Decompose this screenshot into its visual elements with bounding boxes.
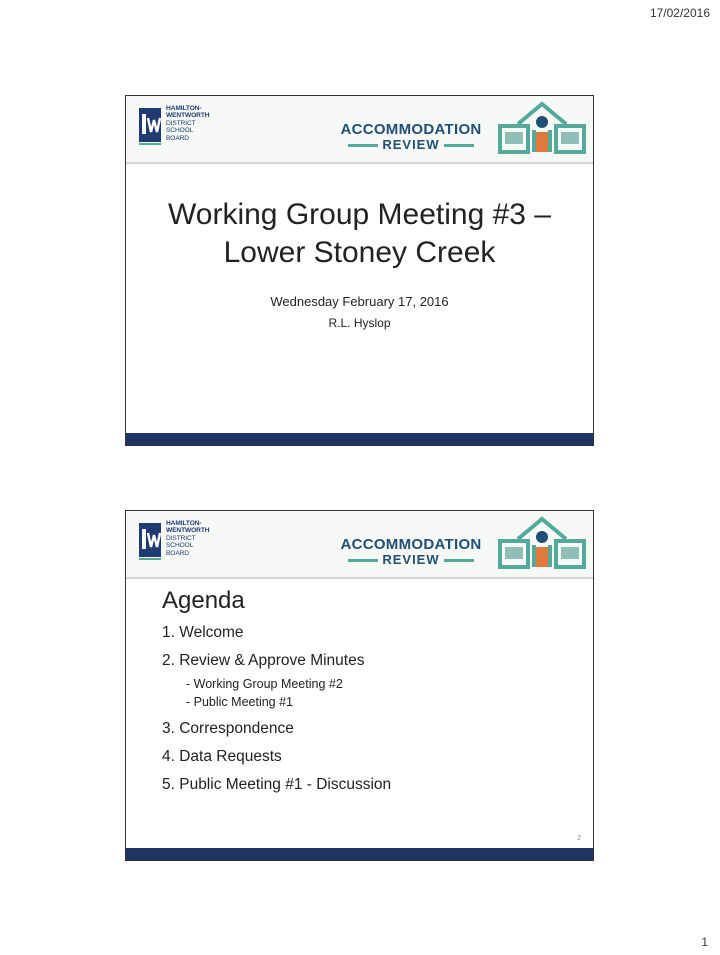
school-building-icon [498, 100, 586, 158]
presenter-name: R.L. Hyslop [328, 316, 391, 330]
board-logo-icon [138, 106, 164, 146]
slide-header [126, 96, 593, 164]
slide-title: Working Group Meeting #3 – Lower Stoney Creek [168, 198, 551, 269]
board-logo-icon [138, 521, 164, 561]
agenda-subitem: - Public Meeting #1 [186, 695, 294, 709]
school-building-icon [498, 515, 586, 573]
agenda-item: 5. Public Meeting #1 - Discussion [162, 776, 392, 793]
accommodation-review-logo: ACCOMMODATION REVIEW [340, 121, 482, 152]
board-logo [138, 519, 228, 567]
agenda-heading: Agenda [162, 587, 245, 614]
slide-header [126, 511, 593, 579]
slide-footer-bar [126, 848, 593, 860]
agenda-item: 2. Review & Approve Minutes [162, 652, 365, 669]
accommodation-review-logo: ACCOMMODATION REVIEW [340, 536, 482, 567]
agenda-list [162, 623, 391, 803]
slide-footer-bar [126, 433, 593, 445]
board-name: HAMILTON- WENTWORTH DISTRICT SCHOOL BOARD [166, 105, 210, 142]
board-name: HAMILTON- WENTWORTH DISTRICT SCHOOL BOARD [166, 520, 210, 557]
agenda-subitem: - Working Group Meeting #2 [186, 677, 343, 691]
meeting-date: Wednesday February 17, 2016 [270, 294, 449, 309]
slide-2 [125, 510, 594, 861]
slide-1 [125, 95, 594, 446]
page-date: 17/02/2016 [649, 6, 710, 20]
board-logo [138, 104, 228, 152]
agenda-item: 1. Welcome [162, 624, 244, 641]
agenda-item: 4. Data Requests [162, 748, 282, 765]
page-number: 1 [701, 935, 708, 949]
slide-number: 2 [577, 835, 581, 842]
agenda-item: 3. Correspondence [162, 720, 294, 737]
